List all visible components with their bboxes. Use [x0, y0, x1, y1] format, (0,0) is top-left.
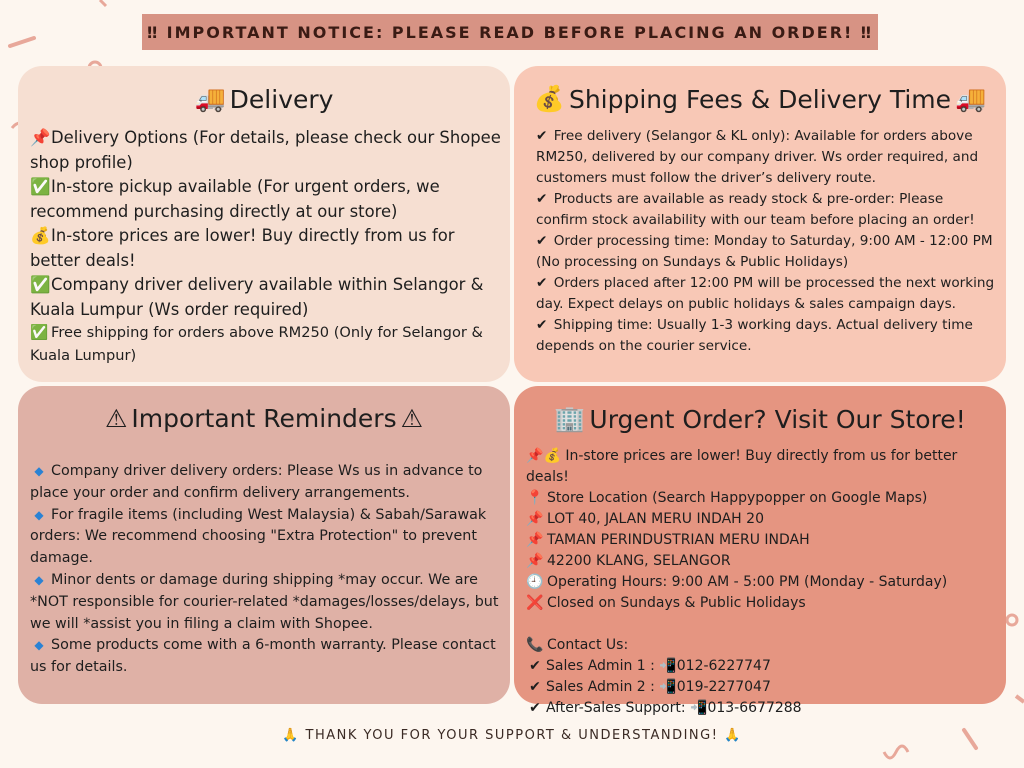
- list-item: 📌💰 In-store prices are lower! Buy directly from us for better deals!: [526, 448, 958, 485]
- pushpin-icon: 📌: [526, 448, 544, 464]
- money-bag-icon: 💰: [30, 226, 51, 245]
- shipping-title: [522, 84, 998, 114]
- checkmark-icon: ✔: [529, 679, 541, 695]
- warning-icon: ⚠: [400, 404, 424, 433]
- list-item: ✔ Order processing time: Monday to Saturday, 9:00 AM - 12:00 PM (No processing on Sundays & Public Holidays): [536, 233, 993, 270]
- footer-thanks: [0, 728, 1024, 743]
- blue-diamond-icon: ◆: [34, 638, 44, 653]
- contact-heading: 📞 Contact Us:: [526, 635, 998, 656]
- contact-row: ✔ Sales Admin 2 : 📲019-2277047: [526, 677, 998, 698]
- banner-text: ‼ IMPORTANT NOTICE: PLEASE READ BEFORE PLACING AN ORDER! ‼: [147, 22, 873, 42]
- money-bag-icon: 💰: [533, 84, 565, 113]
- list-item: ✔ Products are available as ready stock & pre-order: Please confirm stock availability with our team before placing an order!: [536, 191, 975, 228]
- check-icon: ✅: [30, 275, 51, 294]
- location-pin-icon: 📍: [526, 490, 544, 506]
- check-icon: ✅: [30, 324, 49, 341]
- list-item: 📌 42200 KLANG, SELANGOR: [526, 551, 998, 572]
- contact-row: ✔ After-Sales Support: 📲013-6677288: [526, 698, 998, 719]
- checkmark-icon: ✔: [536, 128, 548, 144]
- pushpin-icon: 📌: [526, 553, 544, 569]
- money-bag-icon: 💰: [543, 448, 561, 464]
- list-item: ◆ Company driver delivery orders: Please Ws us in advance to place your order and confirm delivery arrangements.: [30, 463, 483, 501]
- pushpin-icon: 📌: [526, 511, 544, 527]
- shipping-panel: [514, 66, 1006, 382]
- clock-icon: 🕘: [526, 574, 544, 590]
- checkmark-icon: ✔: [536, 275, 548, 291]
- store-title-text: Urgent Order? Visit Our Store!: [589, 404, 966, 434]
- list-item: ◆ For fragile items (including West Malaysia) & Sabah/Sarawak orders: We recommend choosing "Extra Protection" to prevent damage.: [30, 506, 487, 567]
- truck-icon: 🚚: [194, 84, 226, 113]
- folded-hands-icon: 🙏: [282, 728, 300, 743]
- phone-number[interactable]: 012-6227747: [676, 658, 771, 674]
- important-notice-banner: [142, 14, 878, 50]
- list-item: ✔ Orders placed after 12:00 PM will be processed the next working day. Expect delays on public holidays & sales campaign days.: [536, 275, 995, 312]
- list-item: ◆ Minor dents or damage during shipping *may occur. We are *NOT responsible for courier-related *damages/losses/delays, but we will *assist you in filing a claim with Shopee.: [30, 571, 499, 632]
- shipping-title-text: Shipping Fees & Delivery Time: [568, 84, 952, 114]
- contact-row: ✔ Sales Admin 1 : 📲012-6227747: [526, 656, 998, 677]
- mobile-phone-icon: 📲: [690, 700, 708, 716]
- list-item: ✔ Free delivery (Selangor & KL only): Available for orders above RM250, delivered by our company driver. Ws order required, and customers must follow the driver’s delivery route.: [536, 128, 979, 186]
- phone-number[interactable]: 019-2277047: [676, 679, 771, 695]
- list-item: ❌ Closed on Sundays & Public Holidays: [526, 593, 998, 614]
- list-item: 📍 Store Location (Search Happypopper on Google Maps): [526, 488, 998, 509]
- truck-icon: 🚚: [955, 84, 987, 113]
- mobile-phone-icon: 📲: [659, 658, 677, 674]
- warning-icon: ⚠: [104, 404, 128, 433]
- folded-hands-icon: 🙏: [724, 728, 742, 743]
- list-item: 🕘 Operating Hours: 9:00 AM - 5:00 PM (Monday - Saturday): [526, 572, 998, 593]
- list-item: 📌Delivery Options (For details, please check our Shopee shop profile): [30, 128, 501, 172]
- pushpin-icon: 📌: [526, 532, 544, 548]
- checkmark-icon: ✔: [536, 317, 548, 333]
- office-building-icon: 🏢: [554, 404, 586, 433]
- delivery-panel: [18, 66, 510, 382]
- list-item: 📌 TAMAN PERINDUSTRIAN MERU INDAH: [526, 530, 998, 551]
- mobile-phone-icon: 📲: [659, 679, 677, 695]
- store-title: [522, 404, 998, 434]
- footer-text: THANK YOU FOR YOUR SUPPORT & UNDERSTANDING!: [305, 728, 719, 743]
- check-icon: ✅: [30, 177, 51, 196]
- list-item: ✅ Free shipping for orders above RM250 (Only for Selangor & Kuala Lumpur): [30, 324, 483, 364]
- checkmark-icon: ✔: [536, 191, 548, 207]
- checkmark-icon: ✔: [529, 658, 541, 674]
- reminders-title: [26, 404, 502, 433]
- list-item: 📌 LOT 40, JALAN MERU INDAH 20: [526, 509, 998, 530]
- list-item: ◆ Some products come with a 6-month warranty. Please contact us for details.: [30, 637, 496, 676]
- phone-icon: 📞: [526, 637, 544, 653]
- blue-diamond-icon: ◆: [34, 464, 44, 478]
- blue-diamond-icon: ◆: [34, 572, 44, 587]
- list-item: 💰In-store prices are lower! Buy directly from us for better deals!: [30, 226, 455, 270]
- checkmark-icon: ✔: [536, 233, 548, 249]
- delivery-title-text: Delivery: [229, 84, 334, 114]
- cross-icon: ❌: [526, 595, 544, 611]
- list-item: ✅Company driver delivery available within Selangor & Kuala Lumpur (Ws order required): [30, 275, 484, 319]
- phone-number[interactable]: 013-6677288: [707, 700, 802, 716]
- pushpin-icon: 📌: [30, 128, 51, 147]
- list-item: ✅In-store pickup available (For urgent orders, we recommend purchasing directly at our store): [30, 177, 440, 221]
- checkmark-icon: ✔: [529, 700, 541, 716]
- reminders-title-text: Important Reminders: [131, 404, 397, 433]
- list-item: ✔ Shipping time: Usually 1-3 working days. Actual delivery time depends on the courier service.: [536, 317, 973, 354]
- store-panel: [514, 386, 1006, 716]
- delivery-title: [26, 84, 502, 114]
- blue-diamond-icon: ◆: [34, 507, 44, 522]
- reminders-panel: [18, 386, 510, 704]
